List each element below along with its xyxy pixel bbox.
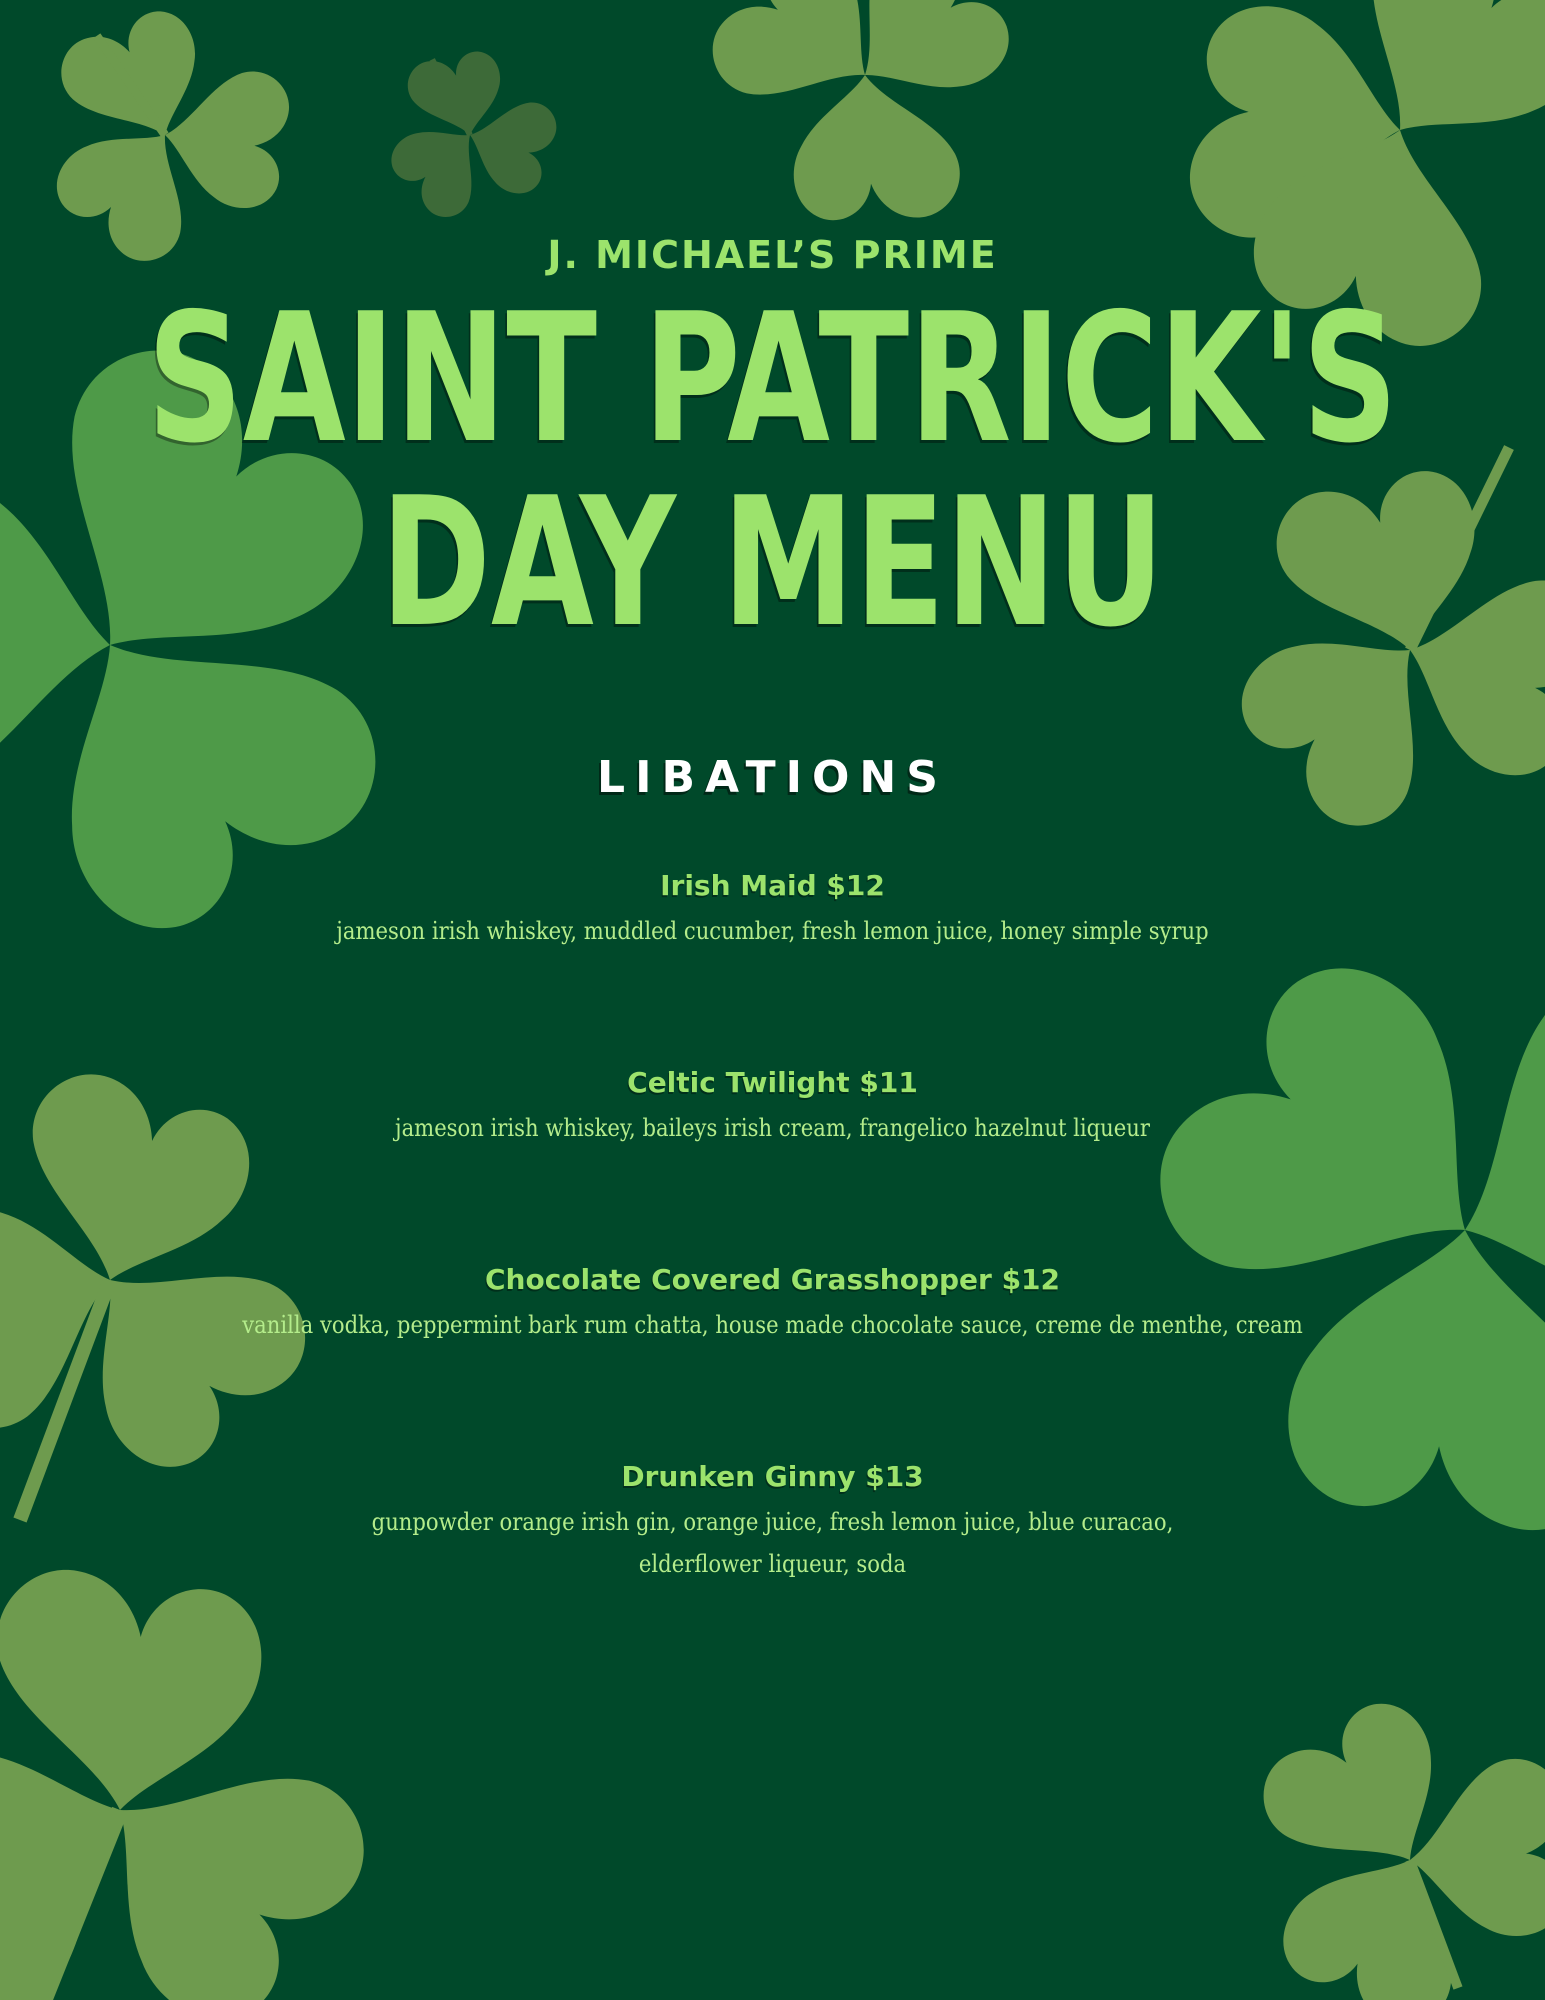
item-description	[93, 1304, 1453, 1346]
restaurant-name: J. MICHAEL’S PRIME	[547, 233, 998, 277]
item-name: Celtic Twilight $11	[627, 1066, 918, 1099]
item-description-line: vanilla vodka, peppermint bark rum chatta, house made chocolate sauce, creme de menthe, cream	[242, 1311, 1303, 1339]
title-line-1: SAINT PATRICK'S	[147, 275, 1398, 482]
item-description-line: jameson irish whiskey, baileys irish cream, frangelico hazelnut liqueur	[395, 1114, 1150, 1142]
item-description-line: elderflower liqueur, soda	[638, 1550, 907, 1578]
menu-item-chocolate-covered-grasshopper	[0, 1260, 1545, 1346]
item-name: Irish Maid $12	[660, 869, 885, 902]
title-line-2: DAY MENU	[380, 459, 1165, 666]
item-name: Chocolate Covered Grasshopper $12	[484, 1263, 1061, 1296]
item-description	[93, 1501, 1453, 1585]
item-description	[93, 1107, 1453, 1149]
item-description-line: gunpowder orange irish gin, orange juice, fresh lemon juice, blue curacao,	[371, 1508, 1174, 1536]
item-description-line: jameson irish whiskey, muddled cucumber, fresh lemon juice, honey simple syrup	[336, 917, 1209, 945]
menu-item-celtic-twilight	[0, 1063, 1545, 1149]
item-description	[93, 910, 1453, 952]
menu-item-drunken-ginny	[0, 1457, 1545, 1585]
item-name: Drunken Ginny $13	[621, 1460, 924, 1493]
menu-item-irish-maid	[0, 866, 1545, 952]
section-heading: LIBATIONS	[597, 752, 948, 803]
